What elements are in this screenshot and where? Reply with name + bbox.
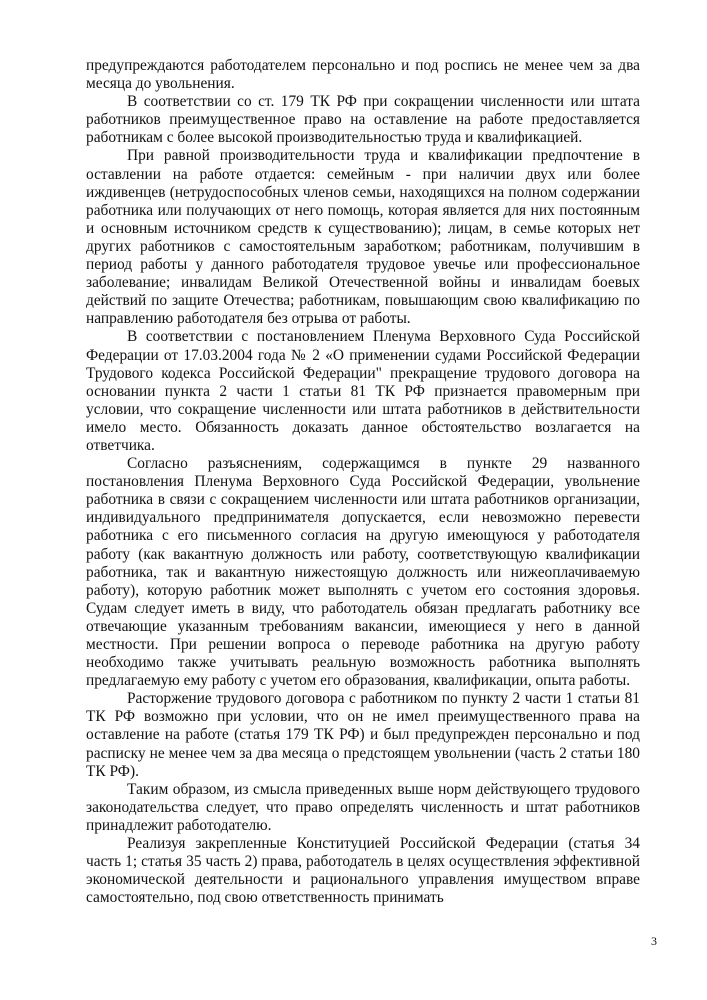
paragraph-4: В соответствии с постановлением Пленума Верховного Суда Российской Федерации от 17.03.2004 года № 2 «О применении судами Российской Федерации Трудового кодекса Российской Федерации" прекращение трудового договора на основании пункта 2 части 1 статьи 81 ТК РФ признается правомерным при условии, что сокращение численности или штата работников в действительности имело место. Обязанность доказать данное обстоятельство возлагается на ответчика. <box>86 328 640 454</box>
paragraph-1: предупреждаются работодателем персонально и под роспись не менее чем за два месяца до увольнения. <box>86 57 640 93</box>
paragraph-6: Расторжение трудового договора с работником по пункту 2 части 1 статьи 81 ТК РФ возможно при условии, что он не имел преимущественного права на оставление на работе (статья 179 ТК РФ) и был предупрежден персонально и под расписку не менее чем за два месяца о предстоящем увольнении (часть 2 статьи 180 ТК РФ). <box>86 690 640 780</box>
paragraph-8: Реализуя закрепленные Конституцией Российской Федерации (статья 34 часть 1; статья 35 часть 2) права, работодатель в целях осуществления эффективной экономической деятельности и рационального управления имуществом вправе самостоятельно, под свою ответственность принимать <box>86 835 640 907</box>
paragraph-5: Согласно разъяснениям, содержащимся в пункте 29 названного постановления Пленума Верховного Суда Российской Федерации, увольнение работника в связи с сокращением численности или штата работников организации, индивидуального предпринимателя допускается, если невозможно перевести работника с его письменного согласия на другую имеющуюся у работодателя работу (как вакантную должность или работу, соответствующую квалификации работника, так и вакантную нижестоящую должность или нижеоплачиваемую работу), которую работник может выполнять с учетом его состояния здоровья. Судам следует иметь в виду, что работодатель обязан предлагать работнику все отвечающие указанным требованиям вакансии, имеющиеся у него в данной местности. При решении вопроса о переводе работника на другую работу необходимо также учитывать реальную возможность работника выполнять предлагаемую ему работу с учетом его образования, квалификации, опыта работы. <box>86 455 640 690</box>
paragraph-2: В соответствии со ст. 179 ТК РФ при сокращении численности или штата работников преимущественное право на оставление на работе предоставляется работникам с более высокой производительностью труда и квалификацией. <box>86 93 640 147</box>
document-body <box>86 57 640 907</box>
page-number: 3 <box>651 934 657 948</box>
paragraph-3: При равной производительности труда и квалификации предпочтение в оставлении на работе отдается: семейным - при наличии двух или более иждивенцев (нетрудоспособных членов семьи, находящихся на полном содержании работника или получающих от него помощь, которая является для них постоянным и основным источником средств к существованию); лицам, в семье которых нет других работников с самостоятельным заработком; работникам, получившим в период работы у данного работодателя трудовое увечье или профессиональное заболевание; инвалидам Великой Отечественной войны и инвалидам боевых действий по защите Отечества; работникам, повышающим свою квалификацию по направлению работодателя без отрыва от работы. <box>86 147 640 328</box>
paragraph-7: Таким образом, из смысла приведенных выше норм действующего трудового законодательства следует, что право определять численность и штат работников принадлежит работодателю. <box>86 780 640 834</box>
